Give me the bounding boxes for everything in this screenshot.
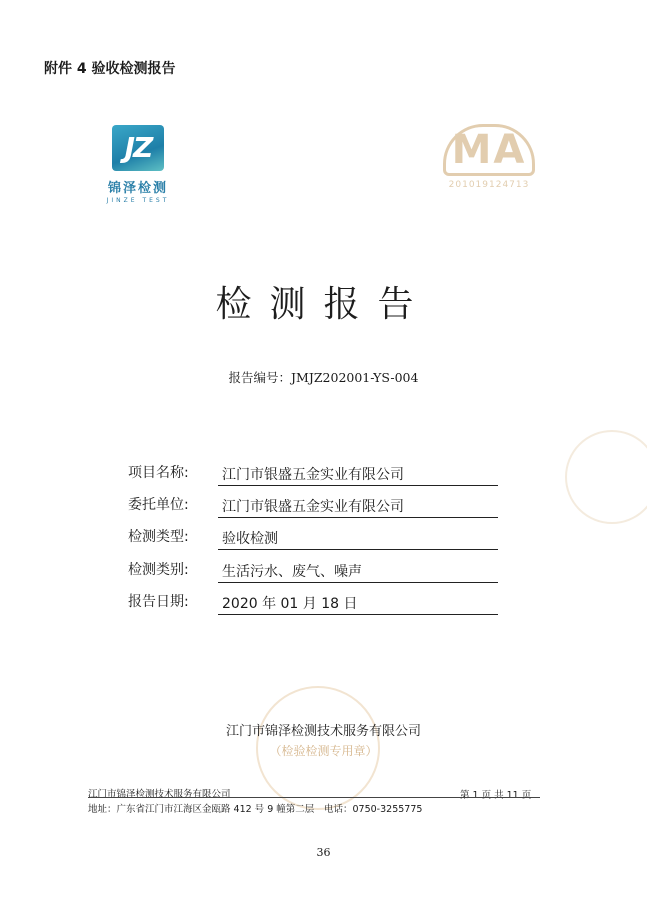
page-number: 36 — [316, 846, 331, 859]
field-label: 检测类别: — [128, 562, 189, 578]
field-report-date — [128, 591, 498, 615]
logo-mark: JZ — [112, 125, 164, 171]
company-logo — [98, 125, 178, 204]
cma-letters: MA — [443, 124, 536, 176]
report-number — [0, 368, 647, 386]
field-project-name — [128, 462, 498, 486]
footer-phone: 电话：0750-3255775 — [324, 804, 423, 815]
field-label: 项目名称: — [128, 465, 189, 481]
field-label: 检测类型: — [128, 529, 189, 545]
field-value: 2020 年 01 月 18 日 — [218, 593, 498, 615]
logo-name-cn: 锦泽检测 — [107, 181, 168, 196]
field-test-type — [128, 526, 498, 550]
cma-number: 201019124713 — [448, 180, 530, 190]
seal-stamp-edge — [565, 430, 647, 524]
report-number-label: 报告编号： — [228, 370, 292, 385]
field-value: 生活污水、废气、噪声 — [218, 561, 498, 583]
field-value: 江门市银盛五金实业有限公司 — [218, 464, 498, 486]
footer-divider — [88, 797, 540, 798]
field-value: 江门市银盛五金实业有限公司 — [218, 496, 498, 518]
footer-company: 江门市锦泽检测技术服务有限公司 — [88, 789, 231, 800]
logo-name-en: JINZE TEST — [106, 197, 170, 204]
issuer-seal-text: （检验检测专用章） — [269, 744, 378, 758]
issuer-name: 江门市锦泽检测技术服务有限公司 — [225, 724, 421, 739]
report-number-value: JMJZ202001-YS-004 — [291, 370, 419, 385]
attachment-title: 附件 4 验收检测报告 — [44, 61, 176, 77]
footer-address: 地址：广东省江门市江海区金瓯路 412 号 9 幢第二层 — [88, 804, 315, 815]
report-title: 检测报告 — [215, 284, 432, 325]
footer-page-count: 第 1 页 共 11 页 — [460, 790, 532, 801]
field-label: 委托单位: — [128, 497, 189, 513]
cma-mark — [434, 124, 544, 190]
field-value: 验收检测 — [218, 528, 498, 550]
field-test-category — [128, 559, 498, 583]
field-client — [128, 494, 498, 518]
field-label: 报告日期: — [128, 594, 189, 610]
